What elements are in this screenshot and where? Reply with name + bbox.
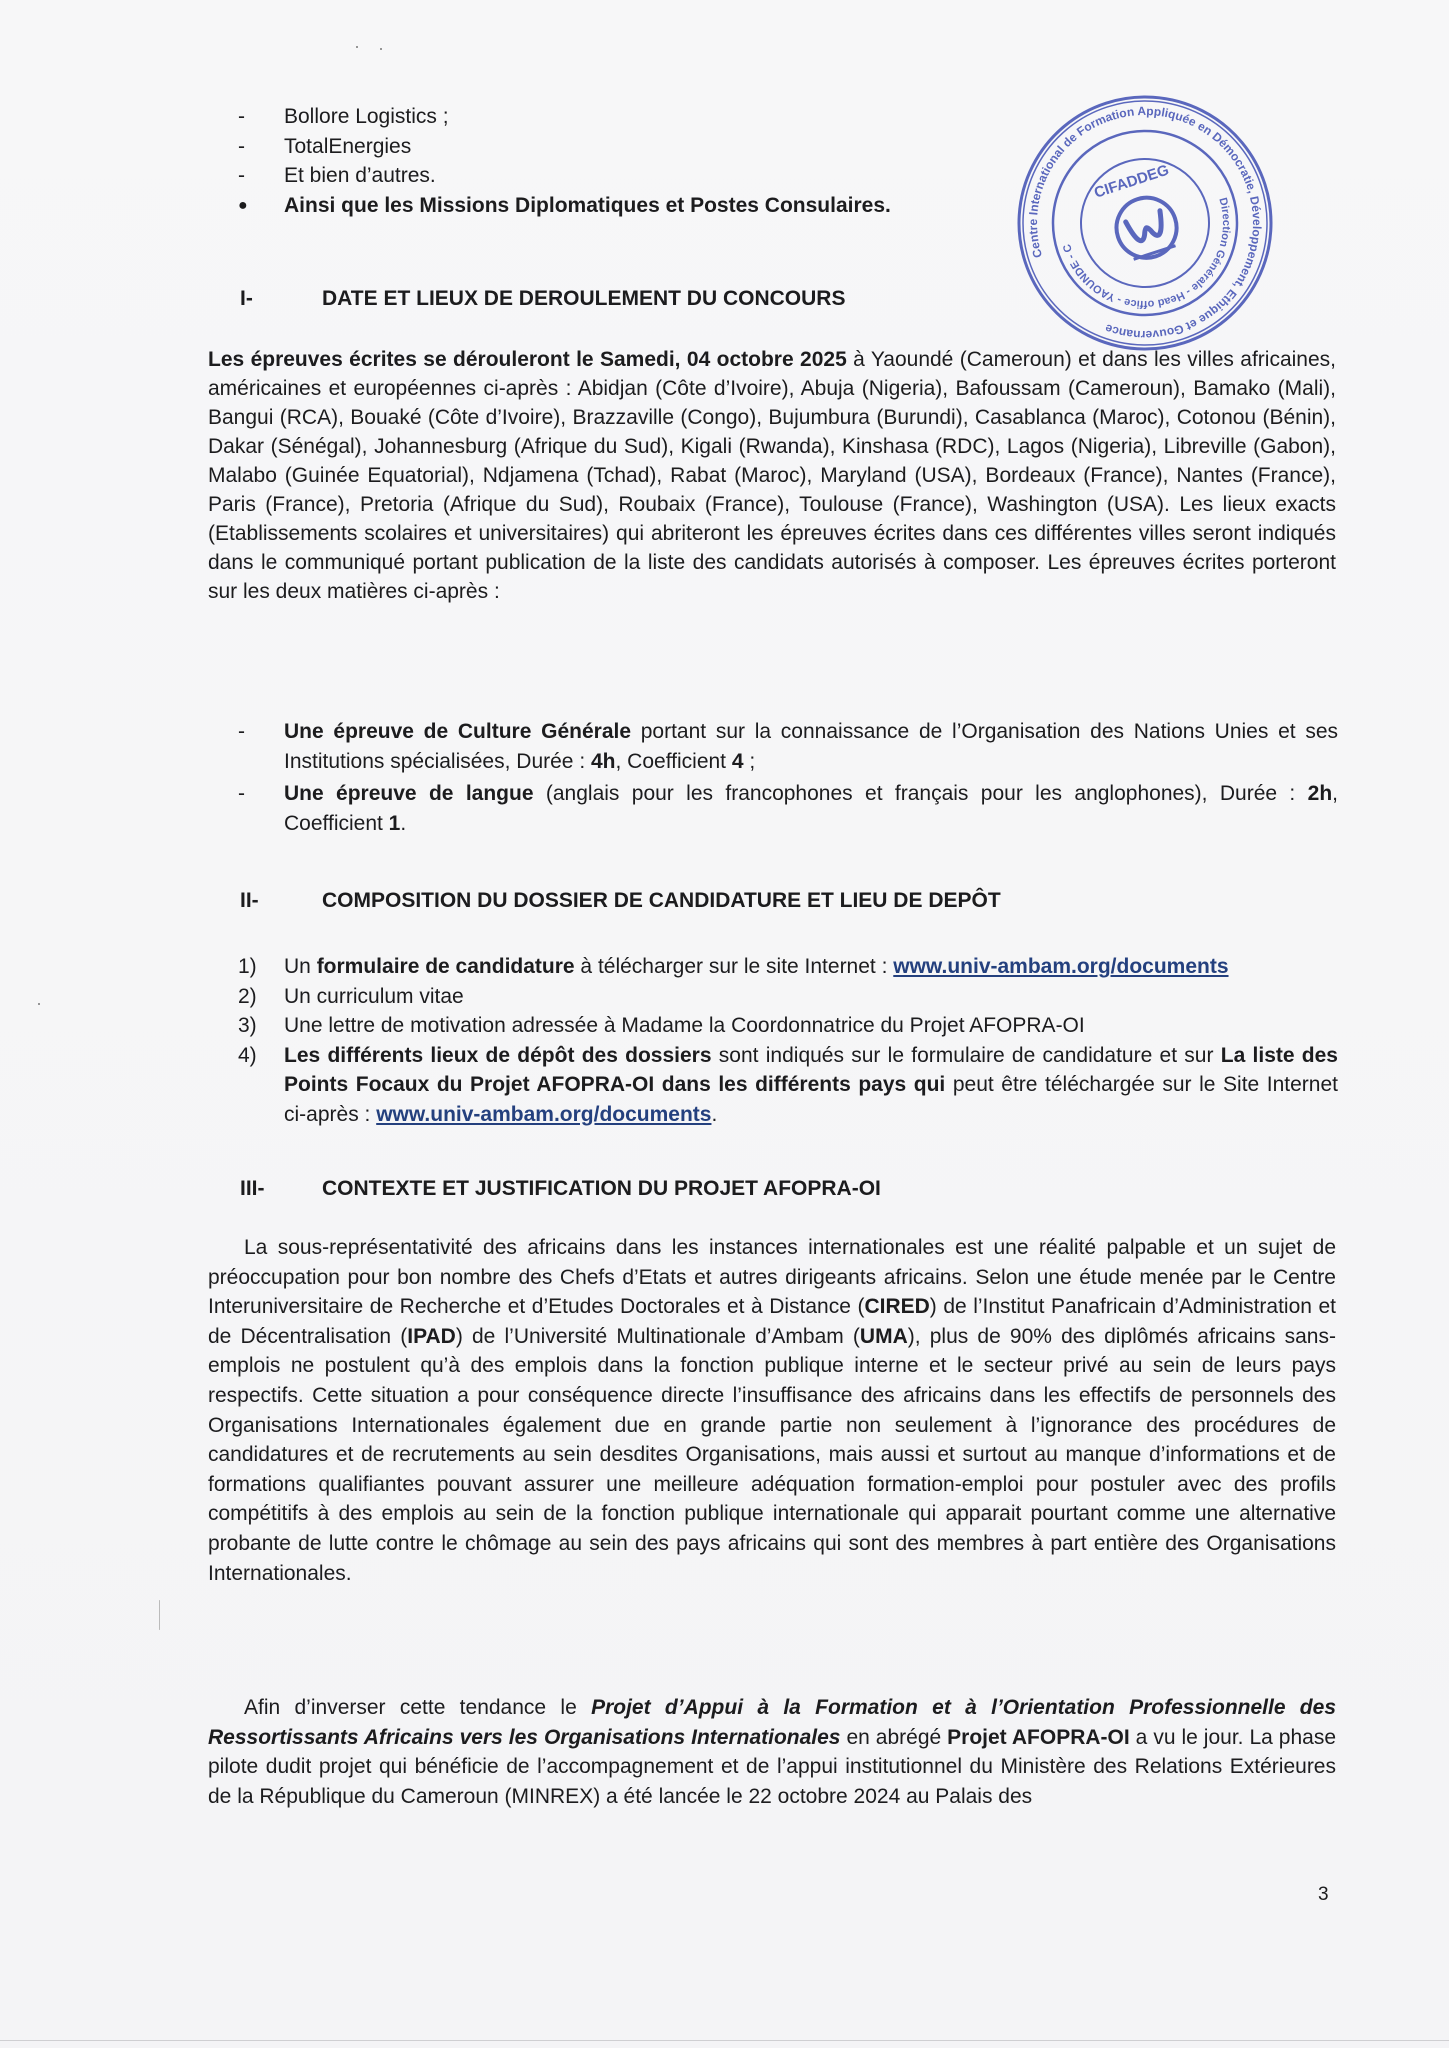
context-paragraph: La sous-représentativité des africains dans les instances internationales est une réalité palpable et un sujet de préoccupation pour bon nombre des Chefs d’Etats et autres dirigeants africains. Selon une étude menée par le Centre Interuniversitaire de Recherche et d’Etudes Doctorales et à Distance (CIRED) de l’Institut Panafricain d’Administration et de Décentralisation (IPAD) de l’Université Multinationale d’Ambam (UMA), plus de 90% des diplômés africains sans-emplois ne postulent qu’à des emplois dans la fonction publique interne et le secteur privé au sein de leurs pays respectifs. Cette situation a pour conséquence directe l’insuffisance des africains dans les effectifs de personnels des Organisations Internationales également due en grande partie non seulement à l’ignorance des procédures de candidatures et de recrutements au sein desdites Organisations, mais aussi et surtout au manque d’informations et de formations qualifiantes pouvant assurer une meilleure adéquation formation-emploi pour postuler avec des profils compétitifs à des emplois au sein de la fonction publique internationale qui apparait pourtant comme une alternative probante de lutte contre le chômage au sein des pays africains qui sont des membres à part entière des Organisations Internationales.: [208, 1236, 1336, 1585]
list-item: - TotalEnergies: [238, 134, 412, 158]
page-edge: [0, 2040, 1449, 2041]
document-page: - Bollore Logistics ; - TotalEnergies - Et bien d’autres. ● Ainsi que les Missions Diplomatiques et Postes Consulaires. Centre International de Formation Appliquée en Démocratie, Développement, Ethique et Gouvernance Direction Générale - Head office - YAOUNDE - CAMEROUN CIFADDEG I- DATE ET LIEUX DE DEROULEMENT DU CONCOURS Les épreuves écrites se dérouleront le Samedi, 04 octobre 2025 à Yaoundé (Cameroun) et dans les villes africaines, américaines et européennes ci-après : Abidjan (Côte d’Ivoire), Abuja (Nigeria), Bafoussam (Cameroun), Bamako (Mali), Bangui (RCA), Bouaké (Côte d’Ivoire), Brazzaville (Congo), Bujumbura (Burundi), Casablanca (Maroc), Cotonou (Bénin), Dakar (Sénégal), Johannesburg (Afrique du Sud), Kigali (Rwanda), Kinshasa (RDC), Lagos (Nigeria), Libreville (Gabon), Malabo (Guinée Equatorial), Ndjamena (Tchad), Rabat (Maroc), Maryland (USA), Bordeaux (France), Nantes (France), Paris (France), Pretoria (Afrique du Sud), Roubaix (France), Toulouse (France), Washington (USA). Les lieux exacts (Etablissements scolaires et universitaires) qui abriteront les épreuves écrites dans ces différentes villes seront indiqués dans le communiqué portant publication de la liste des candidats autorisés à composer. Les épreuves écrites porteront sur les deux matières ci-après : - Une épreuve de Culture Générale portant sur la connaissance de l’Organisation des Nations Unies et ses Institutions spécialisées, Durée : 4h, Coefficient 4 ; - Une épreuve de langue (anglais pour les francophones et français pour les anglophones), Durée : 2h, Coefficient 1. II- COMPOSITION DU DOSSIER DE CANDIDATURE ET LIEU DE DEPÔT 1) Un formulaire de candidature à télécharger sur le site Internet : www.univ-ambam.org/documents 2) Un curriculum vitae 3) Une lettre de motivation adressée à Madame la Coordonnatrice du Projet AFOPRA-OI 4) Les différents lieux de dépôt des dossiers sont indiqués sur le formulaire de candidature et sur La liste des Points Focaux du Projet AFOPRA-OI dans les différents pays qui peut être téléchargée sur le Site Internet ci-après : www.univ-ambam.org/documents. III- CONTEXTE ET JUSTIFICATION DU PROJET AFOPRA-OI La sous-représentativité des africains dans les instances internationales est une réalité palpable et un sujet de préoccupation pour bon nombre des Chefs d’Etats et autres dirigeants africains. Selon une étude menée par le Centre Interuniversitaire de Recherche et d’Etudes Doctorales et à Distance (CIRED) de l’Institut Panafricain d’Administration et de Décentralisation (IPAD) de l’Université Multinationale d’Ambam (UMA), plus de 90% des diplômés africains sans-emplois ne postulent qu’à des emplois dans la fonction publique interne et le secteur privé au sein de leurs pays respectifs. Cette situation a pour conséquence directe l’insuffisance des africains dans les effectifs de personnels des Organisations Internationales également due en grande partie non seulement à l’ignorance des procédures de candidatures et de recrutements au sein desdites Organisations, mais aussi et surtout au manque d’informations et de formations qualifiantes pouvant assurer une meilleure adéquation formation-emploi pour postuler avec des profils compétitifs à des emplois au sein de la fonction publique internationale qui apparait pourtant comme une alternative probante de lutte contre le chômage au sein des pays africains qui sont des membres à part entière des Organisations Internationales. Afin d’inverser cette tendance le Projet d’Appui à la Formation et à l’Orientation Professionnelle des Ressortissants Africains vers les Organisations Internationales en abrégé Projet AFOPRA-OI a vu le jour. La phase pilote dudit projet qui bénéficie de l’accompagnement et de l’appui institutionnel du Ministère des Relations Extérieures de la République du Cameroun (MINREX) a été lancée le 22 octobre 2024 au Palais des 3: [0, 0, 1449, 2048]
list-item: 1) Un formulaire de candidature à télécharger sur le site Internet : www.univ-ambam.org/documents: [238, 955, 1229, 978]
list-item: ● Ainsi que les Missions Diplomatiques et Postes Consulaires.: [238, 193, 891, 217]
stamp-inner-text: Direction Générale - Head office - YAOUNDE - CAMEROUN: [1061, 196, 1233, 311]
organization-stamp: [1010, 88, 1280, 358]
stamp-emblem-icon: [1109, 190, 1185, 266]
list-item: - Et bien d’autres.: [238, 164, 436, 187]
dossier-list: [238, 952, 1338, 1129]
list-item: - Une épreuve de Culture Générale portant sur la connaissance de l’Organisation des Nations Unies et ses Institutions spécialisées, Durée : 4h, Coefficient 4 ;: [238, 720, 1338, 773]
page-number: 3: [1318, 1884, 1329, 1905]
list-item: 2) Un curriculum vitae: [238, 984, 464, 1008]
project-paragraph: Afin d’inverser cette tendance le Projet d’Appui à la Formation et à l’Orientation Professionnelle des Ressortissants Africains vers les Organisations Internationales en abrégé Projet AFOPRA-OI a vu le jour. La phase pilote dudit projet qui bénéficie de l’accompagnement et de l’appui institutionnel du Ministère des Relations Extérieures de la République du Cameroun (MINREX) a été lancée le 22 octobre 2024 au Palais des: [208, 1696, 1337, 1808]
stamp-name: CIFADDEG: [1092, 161, 1172, 202]
documents-link[interactable]: www.univ-ambam.org/documents: [376, 1102, 712, 1126]
list-item: - Une épreuve de langue (anglais pour les francophones et français pour les anglophones), Durée : 2h, Coefficient 1.: [238, 782, 1338, 835]
section-1-paragraph: Les épreuves écrites se dérouleront le Samedi, 04 octobre 2025 à Yaoundé (Cameroun) et dans les villes africaines, américaines et européennes ci-après : Abidjan (Côte d’Ivoire), Abuja (Nigeria), Bafoussam (Cameroun), Bamako (Mali), Bangui (RCA), Bouaké (Côte d’Ivoire), Brazzaville (Congo), Bujumbura (Burundi), Casablanca (Maroc), Cotonou (Bénin), Dakar (Sénégal), Johannesburg (Afrique du Sud), Kigali (Rwanda), Kinshasa (RDC), Lagos (Nigeria), Libreville (Gabon), Malabo (Guinée Equatorial), Ndjamena (Tchad), Rabat (Maroc), Maryland (USA), Bordeaux (France), Nantes (France), Paris (France), Pretoria (Afrique du Sud), Roubaix (France), Toulouse (France), Washington (USA). Les lieux exacts (Etablissements scolaires et universitaires) qui abriteront les épreuves écrites dans ces différentes villes seront indiqués dans le communiqué portant publication de la liste des candidats autorisés à composer. Les épreuves écrites porteront sur les deux matières ci-après :: [208, 348, 1336, 603]
stamp-ring-text: Centre International de Formation Appliquée en Démocratie, Développement, Ethique et Gouvernance: [1025, 103, 1265, 343]
exam-list: [238, 717, 1338, 838]
list-item: 4) Les différents lieux de dépôt des dossiers sont indiqués sur le formulaire de candidature et sur La liste des Points Focaux du Projet AFOPRA-OI dans les différents pays qui peut être téléchargée sur le Site Internet ci-après : www.univ-ambam.org/documents.: [238, 1043, 1338, 1126]
list-item: - Bollore Logistics ;: [238, 105, 449, 128]
documents-link[interactable]: www.univ-ambam.org/documents: [893, 955, 1229, 978]
list-item: 3) Une lettre de motivation adressée à Madame la Coordonnatrice du Projet AFOPRA-OI: [238, 1014, 1085, 1037]
